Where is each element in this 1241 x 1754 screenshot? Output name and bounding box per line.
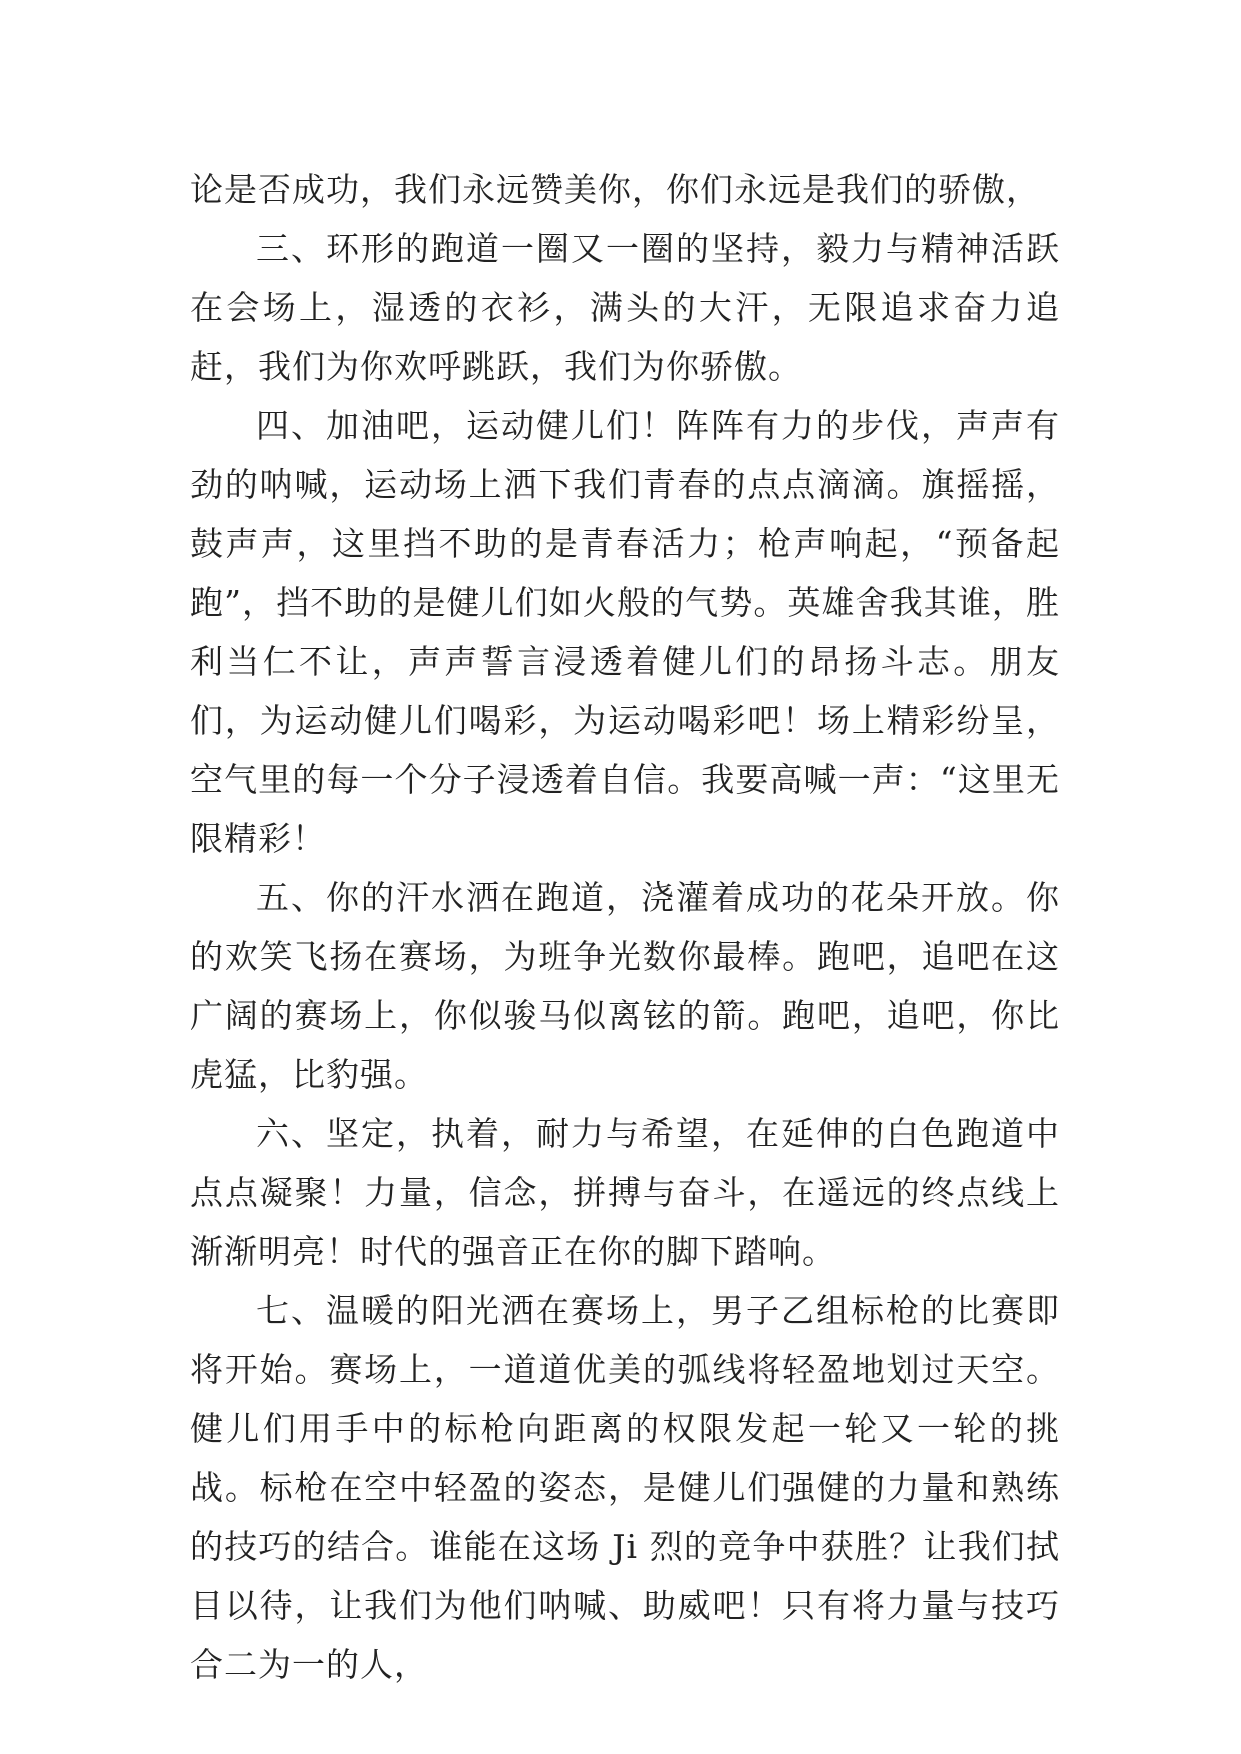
paragraph-six: 六、坚定，执着，耐力与希望，在延伸的白色跑道中点点凝聚！力量，信念，拼搏与奋斗，在遥远的终点线上渐渐明亮！时代的强音正在你的脚下踏响。	[190, 1114, 1060, 1271]
paragraph-five: 五、你的汗水洒在跑道，浇灌着成功的花朵开放。你的欢笑飞扬在赛场，为班争光数你最棒。跑吧，追吧在这广阔的赛场上，你似骏马似离铉的箭。跑吧，追吧，你比虎猛，比豹强。	[190, 878, 1060, 1094]
paragraph-four: 四、加油吧，运动健儿们！阵阵有力的步伐，声声有劲的呐喊，运动场上洒下我们青春的点点滴滴。旗摇摇，鼓声声，这里挡不助的是青春活力；枪声响起，“预备起跑”，挡不助的是健儿们如火般的气势。英雄舍我其谁，胜利当仁不让，声声誓言浸透着健儿们的昂扬斗志。朋友们，为运动健儿们喝彩，为运动喝彩吧！场上精彩纷呈，空气里的每一个分子浸透着自信。我要高喊一声：“这里无限精彩！	[190, 406, 1060, 858]
paragraph-continuation: 论是否成功，我们永远赞美你，你们永远是我们的骄傲，	[190, 170, 1040, 209]
paragraph-three: 三、环形的跑道一圈又一圈的坚持，毅力与精神活跃在会场上，湿透的衣衫，满头的大汗，无限追求奋力追赶，我们为你欢呼跳跃，我们为你骄傲。	[190, 229, 1060, 386]
paragraph-seven: 七、温暖的阳光洒在赛场上，男子乙组标枪的比赛即将开始。赛场上，一道道优美的弧线将轻盈地划过天空。健儿们用手中的标枪向距离的权限发起一轮又一轮的挑战。标枪在空中轻盈的姿态，是健儿们强健的力量和熟练的技巧的结合。谁能在这场 Ji 烈的竞争中获胜？让我们拭目以待，让我们为他们呐喊、助威吧！只有将力量与技巧合二为一的人，	[190, 1291, 1060, 1684]
document-body	[190, 160, 1060, 1694]
